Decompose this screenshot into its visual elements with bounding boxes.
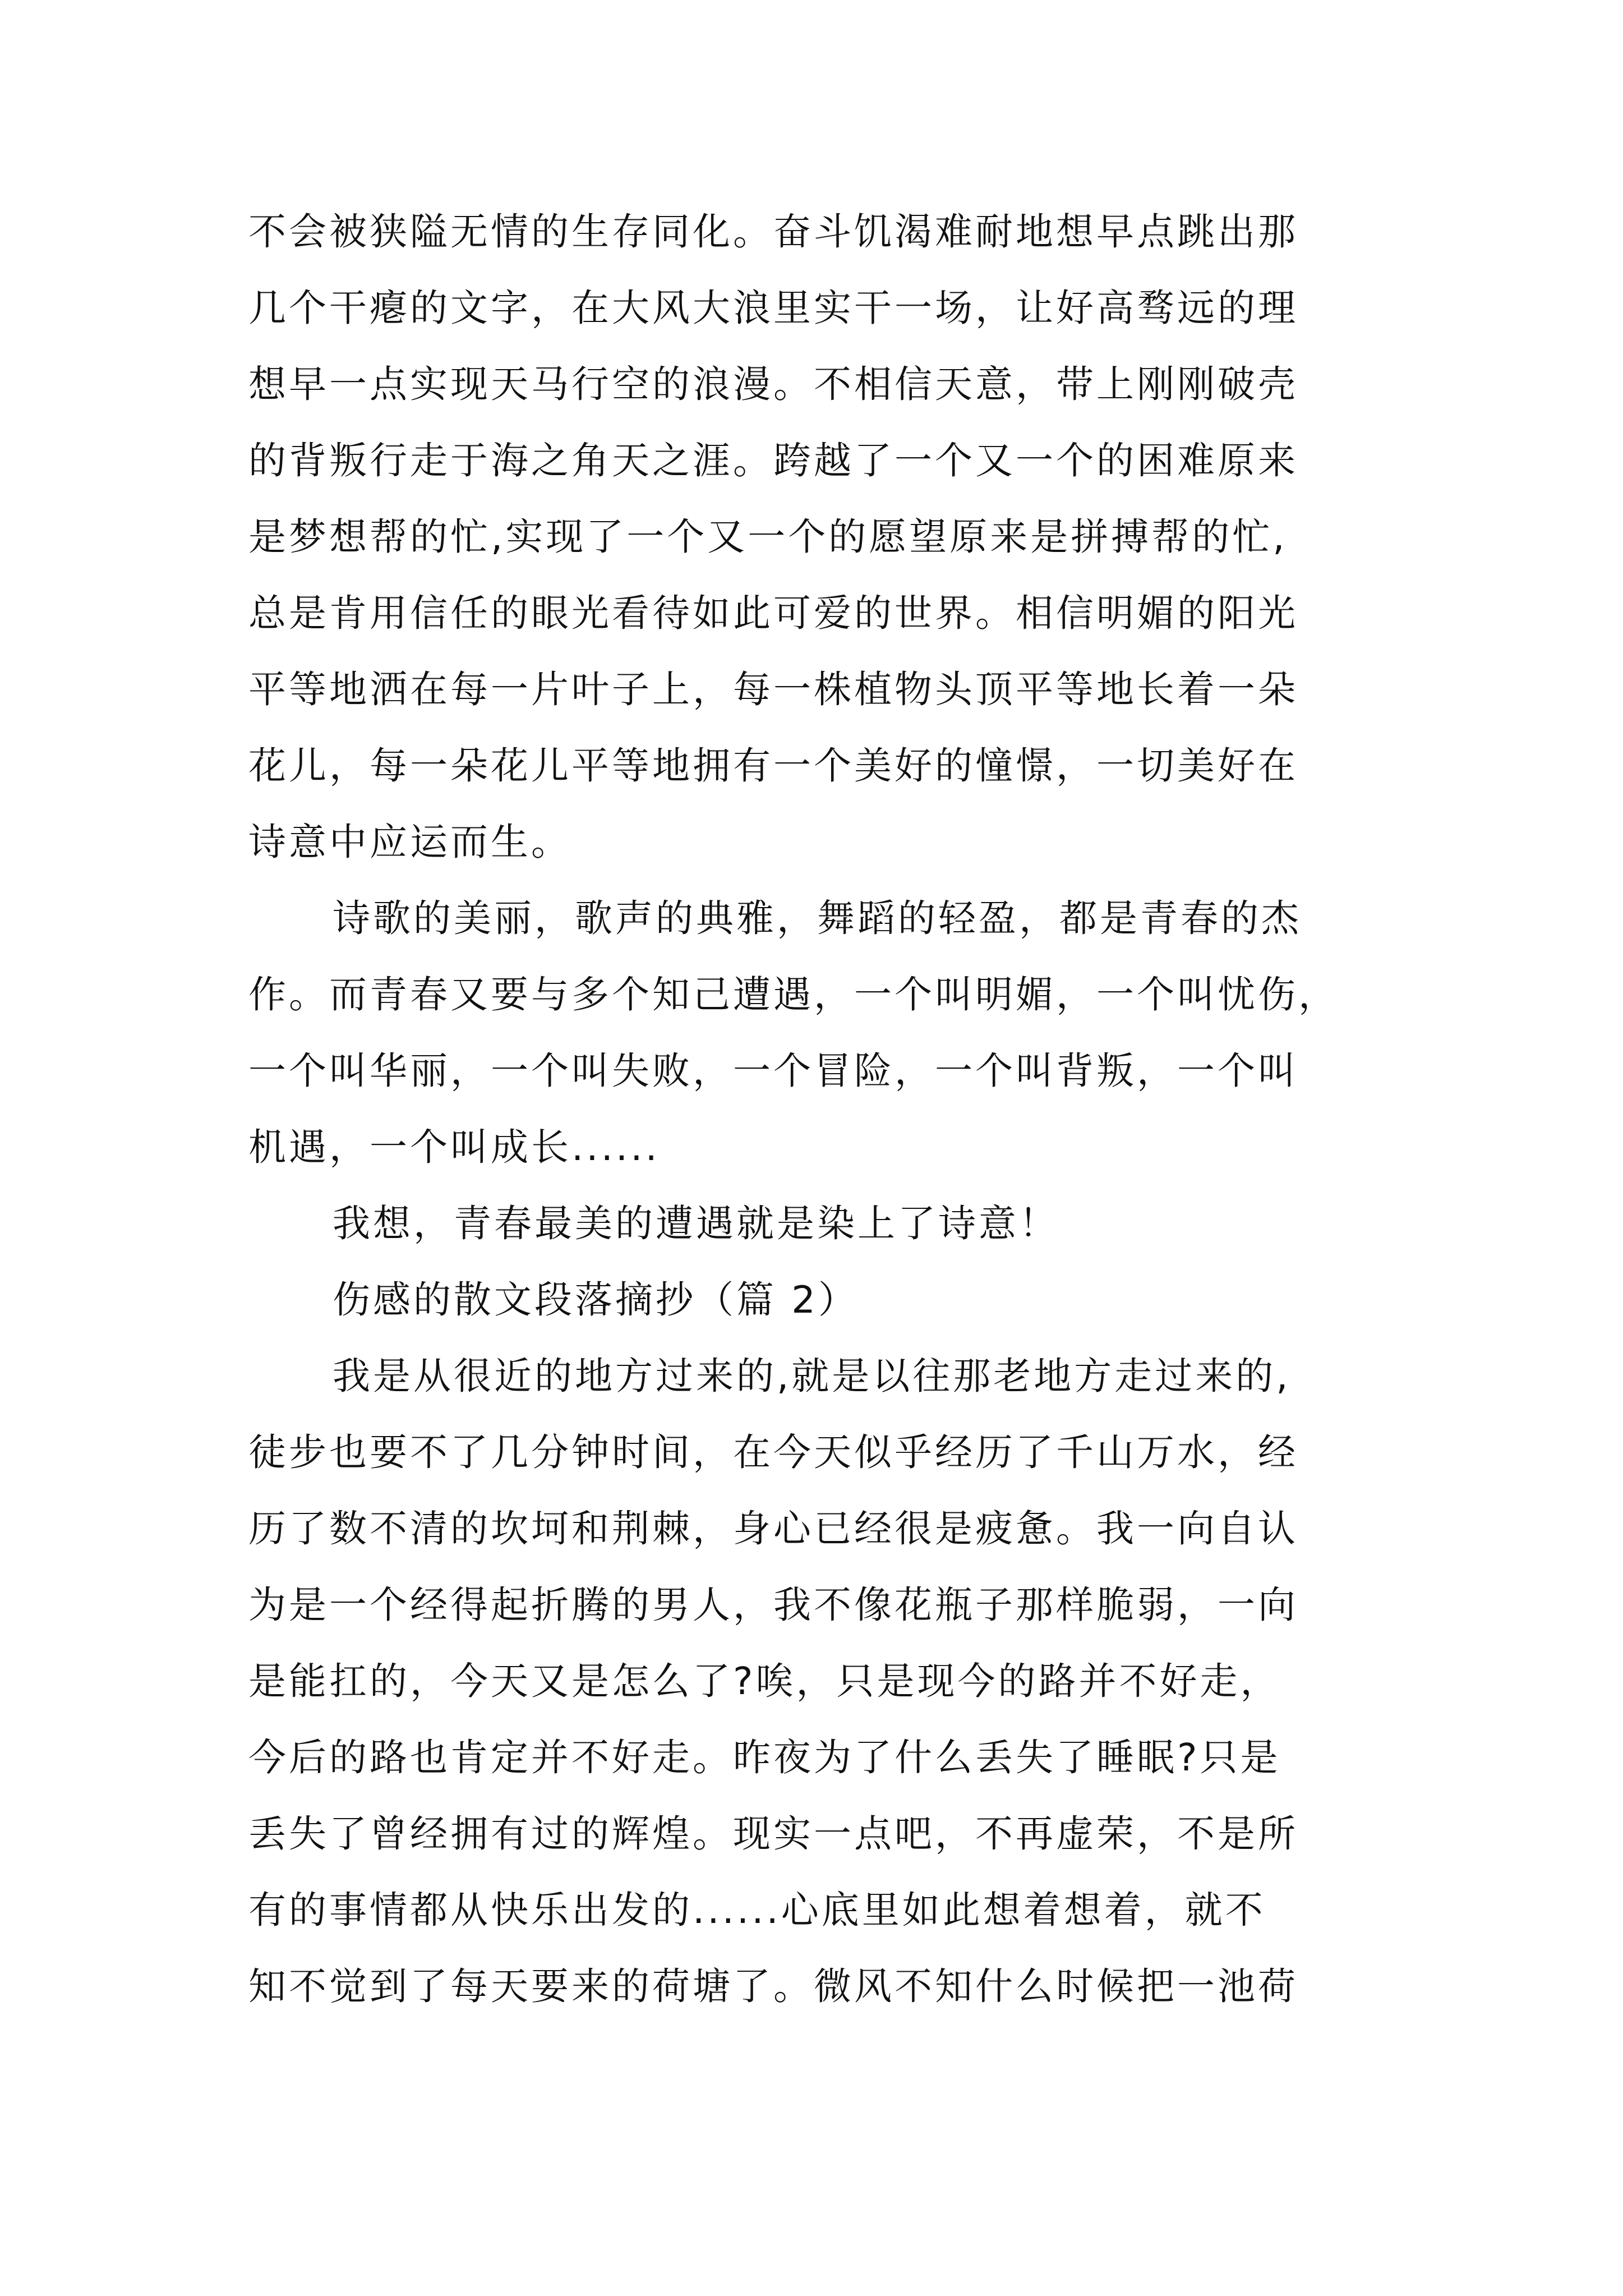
text-line: 平等地洒在每一片叶子上，每一株植物头顶平等地长着一朵 [248, 668, 1298, 711]
text-line: 总是肯用信任的眼光看待如此可爱的世界。相信明媚的阳光 [248, 591, 1298, 635]
text-line: 一个叫华丽，一个叫失败，一个冒险，一个叫背叛，一个叫 [248, 1049, 1298, 1093]
text-line: 是梦想帮的忙,实现了一个又一个的愿望原来是拼搏帮的忙, [248, 515, 1288, 559]
text-line: 我是从很近的地方过来的,就是以往那老地方走过来的, [333, 1354, 1291, 1398]
text-line: 我想，青春最美的遭遇就是染上了诗意！ [333, 1202, 1059, 1245]
text-line: 是能扛的，今天又是怎么了?唉，只是现今的路并不好走， [248, 1659, 1281, 1703]
section-heading: 伤感的散文段落摘抄（篇 2） [333, 1278, 859, 1322]
text-line: 不会被狭隘无情的生存同化。奋斗饥渴难耐地想早点跳出那 [248, 210, 1298, 254]
text-line: 花儿，每一朵花儿平等地拥有一个美好的憧憬，一切美好在 [248, 744, 1298, 788]
text-line: 的背叛行走于海之角天之涯。跨越了一个又一个的困难原来 [248, 439, 1298, 482]
text-line: 诗歌的美丽，歌声的典雅，舞蹈的轻盈，都是青春的杰 [333, 896, 1302, 940]
text-line: 作。而青春又要与多个知己遭遇，一个叫明媚，一个叫忧伤， [248, 973, 1339, 1016]
text-line: 机遇，一个叫成长...... [248, 1125, 660, 1169]
text-line: 徒步也要不了几分钟时间，在今天似乎经历了千山万水，经 [248, 1430, 1298, 1474]
text-line: 想早一点实现天马行空的浪漫。不相信天意，带上刚刚破壳 [248, 362, 1298, 406]
text-line: 为是一个经得起折腾的男人，我不像花瓶子那样脆弱，一向 [248, 1583, 1298, 1627]
text-line: 知不觉到了每天要来的荷塘了。微风不知什么时候把一池荷 [248, 1964, 1298, 2008]
text-line: 今后的路也肯定并不好走。昨夜为了什么丢失了睡眠?只是 [248, 1736, 1281, 1779]
text-line: 历了数不清的坎坷和荆棘，身心已经很是疲惫。我一向自认 [248, 1507, 1298, 1550]
document-body [248, 194, 1376, 2024]
text-line: 有的事情都从快乐出发的......心底里如此想着想着，就不 [248, 1888, 1266, 1932]
text-line: 诗意中应运而生。 [248, 820, 571, 864]
text-line: 几个干瘪的文字，在大风大浪里实干一场，让好高骛远的理 [248, 286, 1298, 330]
text-line: 丢失了曾经拥有过的辉煌。现实一点吧，不再虚荣，不是所 [248, 1812, 1298, 1856]
